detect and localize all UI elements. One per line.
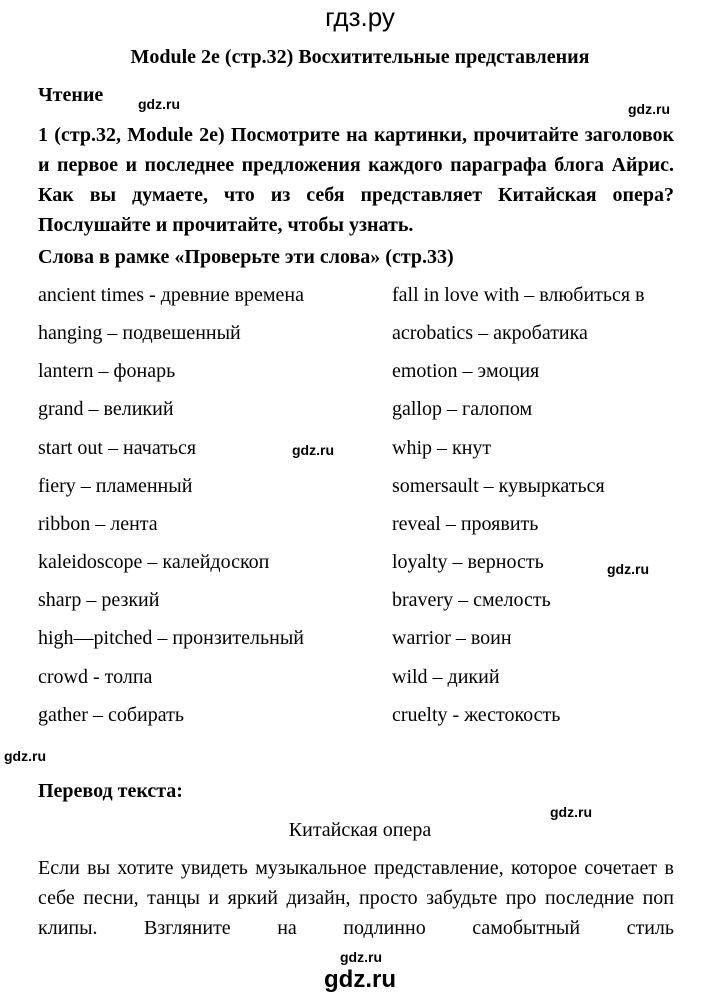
vocab-row [0, 398, 720, 436]
vocab-row [0, 360, 720, 398]
section-heading-reading: Чтение [38, 84, 104, 106]
vocab-item: loyalty – верность [392, 551, 544, 573]
watermark: gdz.ru [4, 748, 46, 764]
vocab-item: gallop – галопом [392, 398, 533, 420]
vocab-heading: Слова в рамке «Проверьте эти слова» (стр.33) [38, 246, 454, 268]
vocab-item: bravery – смелость [392, 589, 551, 611]
vocab-row [0, 322, 720, 360]
vocab-item: start out – начаться [38, 437, 197, 459]
vocab-row [0, 666, 720, 704]
vocab-row [0, 513, 720, 551]
site-footer: gdz.ru [324, 966, 396, 993]
vocab-row [0, 437, 720, 475]
page-title: Module 2e (стр.32) Восхитительные представления [130, 46, 590, 68]
vocab-item: somersault – кувыркаться [392, 475, 605, 497]
vocab-item: crowd - толпа [38, 666, 153, 688]
vocab-row [0, 475, 720, 513]
vocab-item: warrior – воин [392, 627, 512, 649]
watermark: gdz.ru [340, 949, 382, 965]
vocab-item: high—pitched – пронзительный [38, 627, 304, 649]
watermark: gdz.ru [292, 442, 334, 458]
paragraph: Если вы хотите увидеть музыкальное представление, которое сочетает в себе песни, танцы и яркий дизайн, просто забудьте про последние поп клипы. Взгляните на подлинно самобытный стиль [38, 857, 674, 939]
watermark: gdz.ru [550, 804, 592, 820]
vocab-item: gather – собирать [38, 704, 184, 726]
vocab-item: whip – кнут [392, 437, 492, 459]
vocab-item: wild – дикий [392, 666, 500, 688]
watermark: gdz.ru [138, 96, 180, 112]
vocab-item: reveal – проявить [392, 513, 539, 535]
vocab-item: cruelty - жестокость [392, 704, 561, 726]
watermark: gdz.ru [628, 101, 670, 117]
vocab-item: grand – великий [38, 398, 174, 420]
vocab-item: emotion – эмоция [392, 360, 540, 382]
vocab-row [0, 284, 720, 322]
vocab-item: lantern – фонарь [38, 360, 176, 382]
vocab-item: fiery – пламенный [38, 475, 193, 497]
vocab-item: ancient times - древние времена [38, 284, 304, 306]
vocab-item: hanging – подвешенный [38, 322, 241, 344]
vocab-row [0, 627, 720, 665]
vocab-row [0, 589, 720, 627]
text-title: Китайская опера [288, 819, 432, 841]
vocab-item: sharp – резкий [38, 589, 160, 611]
vocab-item: kaleidoscope – калейдоскоп [38, 551, 270, 573]
watermark: gdz.ru [607, 561, 649, 577]
site-header: гдз.ру [325, 2, 395, 32]
vocab-item: acrobatics – акробатика [392, 322, 588, 344]
vocab-item: fall in love with – влюбиться в [392, 284, 645, 306]
vocab-row [0, 704, 720, 742]
translation-heading: Перевод текста: [38, 780, 183, 802]
task-text: 1 (стр.32, Module 2e) Посмотрите на картинки, прочитайте заголовок и первое и последнее предложения каждого параграфа блога Айрис. Как вы думаете, что из себя представляет Китайская опера? Послушайте и прочитайте, чтобы узнать. [38, 124, 674, 236]
vocab-item: ribbon – лента [38, 513, 158, 535]
